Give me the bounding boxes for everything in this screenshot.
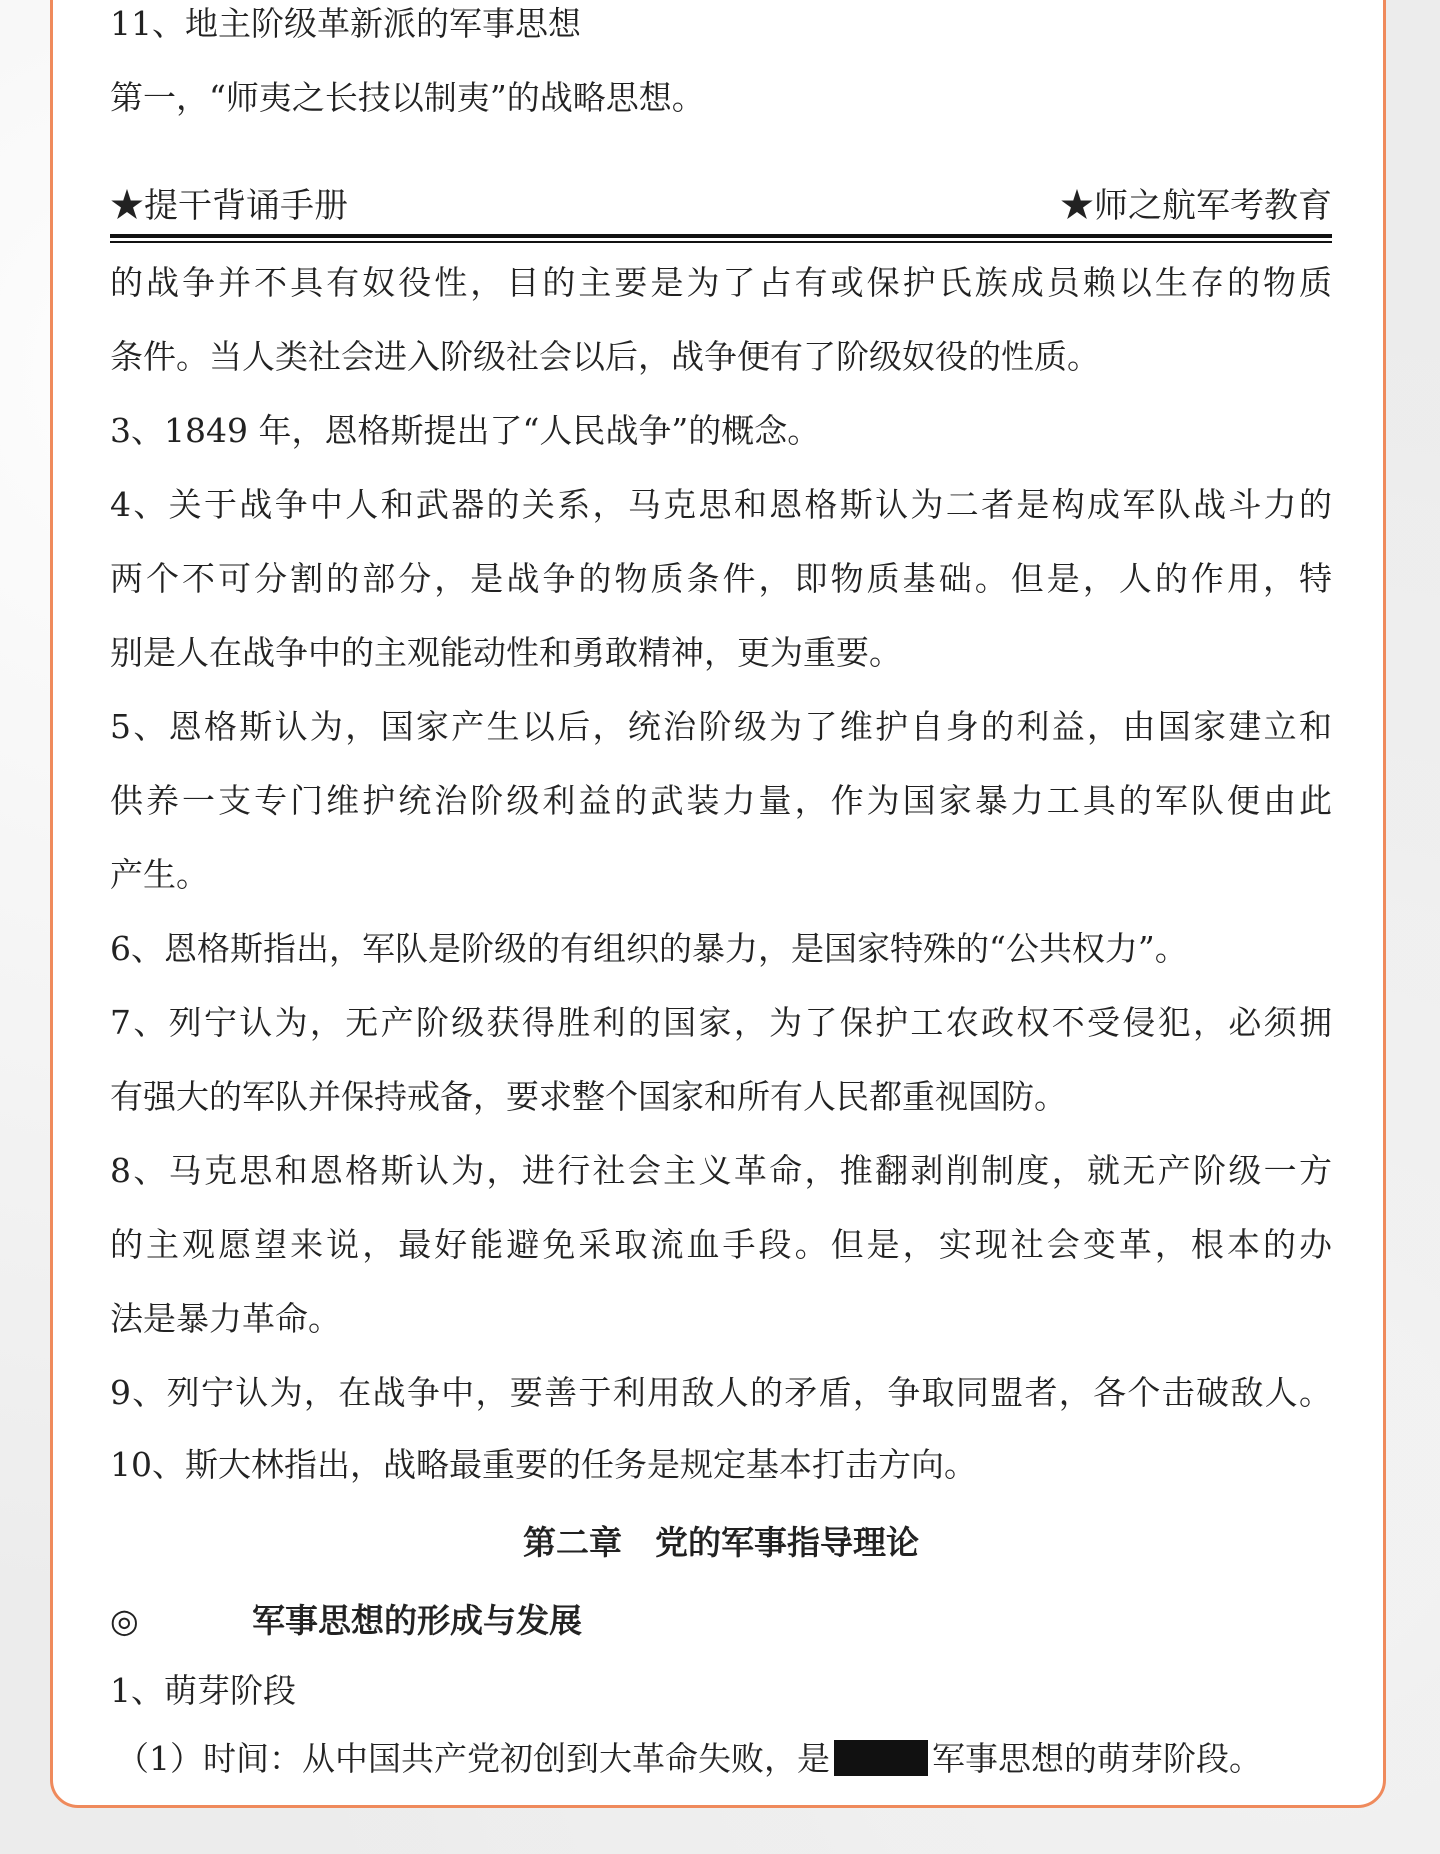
- header-right: ★师之航军考教育: [1060, 186, 1332, 226]
- last-line-after: 军事思想的萌芽阶段。: [932, 1739, 1262, 1778]
- body-line: 的战争并不具有奴役性，目的主要是为了占有或保护氏族成员赖以生存的物质: [110, 263, 1332, 302]
- body-line: 4、关于战争中人和武器的关系，马克思和恩格斯认为二者是构成军队战斗力的: [110, 485, 1332, 524]
- body-line: 供养一支专门维护统治阶级利益的武装力量，作为国家暴力工具的军队便由此: [110, 781, 1332, 820]
- body-line: 8、马克思和恩格斯认为，进行社会主义革命，推翻剥削制度，就无产阶级一方: [110, 1151, 1332, 1190]
- section-mark-icon: ◎: [110, 1601, 139, 1640]
- body-line: 3、1849 年，恩格斯提出了“人民战争”的概念。: [110, 411, 821, 450]
- stage-heading: 1、萌芽阶段: [110, 1671, 296, 1710]
- header-left: ★提干背诵手册: [110, 186, 348, 226]
- last-line-before: （1）时间：从中国共产党初创到大革命失败，是: [116, 1739, 830, 1778]
- redaction-block: [834, 1740, 928, 1776]
- body-line: 9、列宁认为，在战争中，要善于利用敌人的矛盾，争取同盟者，各个击破敌人。: [110, 1373, 1332, 1412]
- chapter-title: 第二章 党的军事指导理论: [523, 1523, 919, 1562]
- body-line: 10、斯大林指出，战略最重要的任务是规定基本打击方向。: [110, 1445, 977, 1484]
- top-heading: 11、地主阶级革新派的军事思想: [110, 4, 581, 43]
- body-line: 条件。当人类社会进入阶级社会以后，战争便有了阶级奴役的性质。: [110, 337, 1100, 376]
- body-line: 有强大的军队并保持戒备，要求整个国家和所有人民都重视国防。: [110, 1077, 1067, 1116]
- body-line: 5、恩格斯认为，国家产生以后，统治阶级为了维护自身的利益，由国家建立和: [110, 707, 1332, 746]
- header-rule-thick: [110, 234, 1332, 238]
- section-title: 军事思想的形成与发展: [252, 1601, 582, 1640]
- body-line: 法是暴力革命。: [110, 1299, 341, 1338]
- body-line: 7、列宁认为，无产阶级获得胜利的国家，为了保护工农政权不受侵犯，必须拥: [110, 1003, 1332, 1042]
- section-heading: [110, 1599, 582, 1643]
- body-line: 6、恩格斯指出，军队是阶级的有组织的暴力，是国家特殊的“公共权力”。: [110, 929, 1188, 968]
- running-header: [110, 184, 1332, 228]
- body-line: 的主观愿望来说，最好能避免采取流血手段。但是，实现社会变革，根本的办: [110, 1225, 1332, 1264]
- header-rule-thin: [110, 241, 1332, 243]
- body-line: 两个不可分割的部分，是战争的物质条件，即物质基础。但是，人的作用，特: [110, 559, 1332, 598]
- last-line: [116, 1737, 1262, 1781]
- body-line: 产生。: [110, 855, 209, 894]
- top-line: 第一，“师夷之长技以制夷”的战略思想。: [110, 78, 705, 117]
- body-line: 别是人在战争中的主观能动性和勇敢精神，更为重要。: [110, 633, 902, 672]
